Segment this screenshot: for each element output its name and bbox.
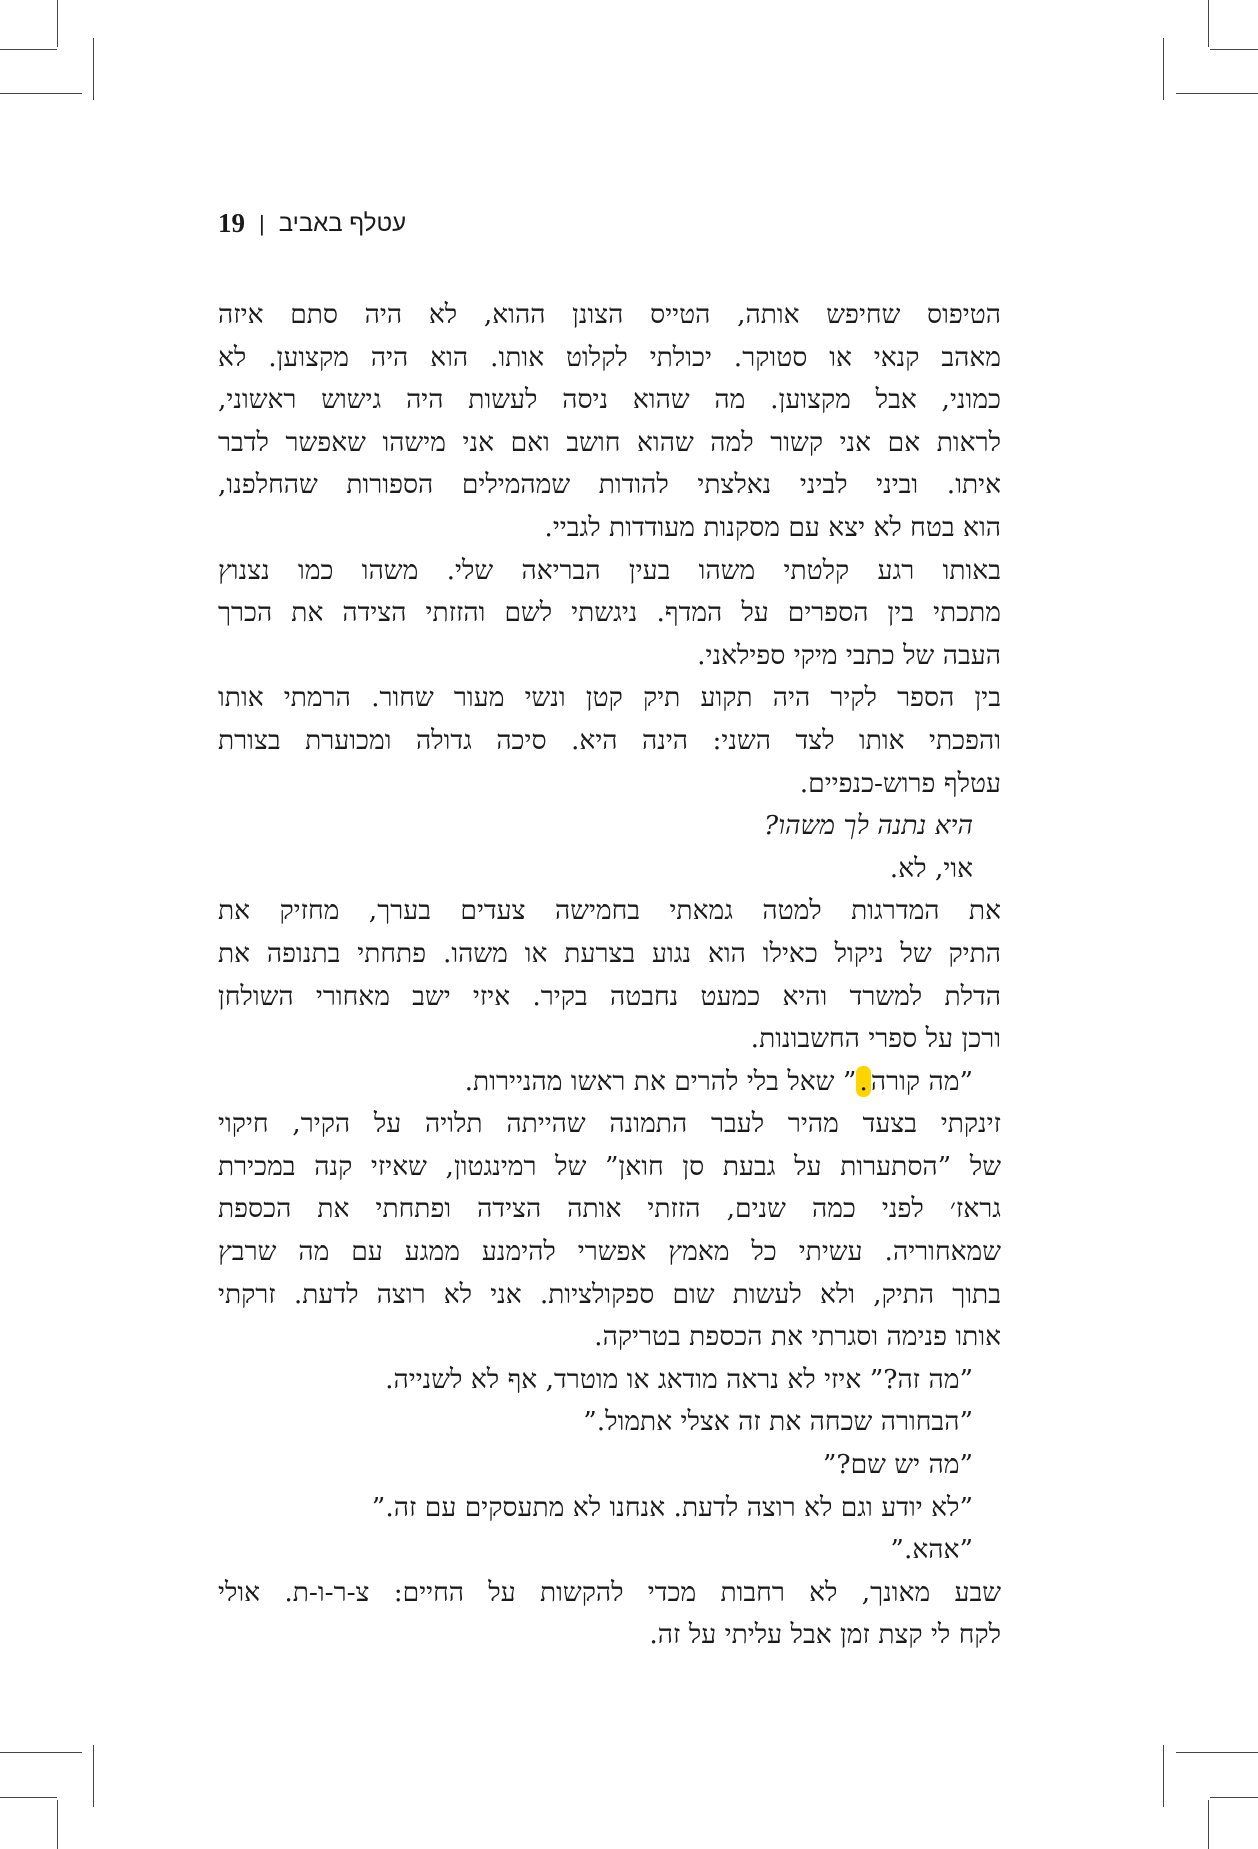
body-text (218, 294, 1001, 1657)
crop-mark-bottom-left-v2 (57, 1800, 58, 1849)
text-line: זינקתי בצעד מהיר לעבר התמונה שהייתה תלויה על הקיר, חיקוי (218, 1108, 1001, 1140)
italic-thought-line: היא נתנה לך משהו? (764, 810, 973, 842)
text-line: גראז׳ לפני כמה שנים, הזזתי אותה הצידה ופתחתי את הכספת (218, 1193, 1001, 1225)
dialog-line: ”מה יש שם?” (822, 1449, 973, 1481)
crop-mark-top-left-v (57, 0, 58, 47)
text-line: מתכתי בין הספרים על המדף. ניגשתי לשם והזזתי הצידה את הכרך (218, 597, 1001, 629)
text-line: שבע מאונך, לא רחבות מכדי להקשות על החיים: צ-ר-ו-ת. אולי (218, 1576, 1001, 1608)
text-line: הטיפוס שחיפש אותה, הטייס הצונן ההוא, לא היה סתם איזה (218, 299, 1001, 330)
text-line: מאהב קנאי או סטוקר. יכולתי לקלוט אותו. הוא היה מקצוען. לא (218, 341, 1001, 373)
crop-mark-top-left-h2 (0, 93, 82, 94)
text-line: התיק של ניקול כאילו הוא נגוע בצרעת או משהו. פתחתי בתנופה את (218, 937, 1001, 969)
text-line: ורכן על ספרי החשבונות. (750, 1023, 1001, 1055)
crop-mark-top-right-h2 (1176, 93, 1258, 94)
text-line: אותו פנימה וסגרתי את הכספת בטריקה. (594, 1321, 1001, 1353)
dialog-line-highlighted (218, 1061, 1001, 1104)
highlight-mark: . (856, 1066, 870, 1097)
dialog-line: ”אהא.” (890, 1534, 973, 1566)
text-line: לקח לי קצת זמן אבל עליתי על זה. (649, 1619, 1001, 1651)
dialog-part: ” שאל בלי להרים את ראשו מהניירות. (464, 1065, 857, 1097)
text-line: הוא בטח לא יצא עם מסקנות מעודדות לגביי. (544, 511, 1001, 543)
crop-mark-top-left-v2 (93, 38, 94, 100)
text-line: באותו רגע קלטתי משהו בעין הבריאה שלי. משהו כמו נצנוץ (218, 554, 1001, 586)
running-head (218, 208, 406, 239)
dialog-line: ”מה זה?” איזי לא נראה מודאג או מוטרד, אף לא לשנייה. (385, 1363, 973, 1395)
text-line: העבה של כתבי מיקי ספילאני. (697, 639, 1001, 671)
crop-mark-bottom-left-h (0, 1752, 82, 1753)
dialog-line: ”הבחורה שכחה את זה אצלי אתמול.” (583, 1406, 973, 1438)
crop-mark-bottom-left-h2 (0, 1797, 57, 1798)
text-line: בתוך התיק, ולא לעשות שום ספקולציות. אני לא רוצה לדעת. זרקתי (218, 1278, 1001, 1310)
crop-mark-top-right-h (1210, 49, 1258, 50)
text-line: בין הספר לקיר היה תקוע תיק קטן ונשי מעור שחור. הרמתי אותו (218, 682, 1001, 714)
text-line: הדלת למשרד והיא כמעט נחבטה בקיר. איזי ישב מאחורי השולחן (218, 980, 1001, 1012)
text-line: והפכתי אותו לצד השני: הינה היא. סיכה גדולה ומכוערת בצורת (218, 724, 1001, 756)
crop-mark-bottom-right-v2 (1208, 1800, 1209, 1849)
book-title: עטלף באביב (278, 209, 407, 237)
text-line: את המדרגות למטה גמאתי בחמישה צעדים בערך, מחזיק את (218, 895, 1001, 927)
crop-mark-top-right-v2 (1163, 38, 1164, 100)
text-line: איתו. וביני לביני נאלצתי להודות שמהמילים הספורות שהחלפנו, (218, 469, 1001, 501)
crop-mark-bottom-right-h (1176, 1752, 1258, 1753)
page-number: 19 (218, 208, 245, 238)
text-line: לראות אם אני קשור למה שהוא חושב ואם אני מישהו שאפשר לדבר (218, 426, 1001, 458)
text-line: כמוני, אבל מקצוען. מה שהוא ניסה לעשות היה גישוש ראשוני, (218, 384, 1001, 416)
crop-mark-top-right-v (1208, 0, 1209, 47)
crop-mark-bottom-right-h2 (1210, 1797, 1258, 1798)
dialog-part: ”מה קורה (870, 1065, 973, 1097)
header-separator: | (259, 210, 265, 236)
text-line: אוי, לא. (889, 852, 973, 884)
text-line: שמאחוריה. עשיתי כל מאמץ אפשרי להימנע ממגע עם מה שרבץ (218, 1236, 1001, 1268)
text-line: עטלף פרוש-כנפיים. (799, 767, 1001, 799)
crop-mark-bottom-right-v (1163, 1745, 1164, 1807)
crop-mark-bottom-left-v (93, 1745, 94, 1807)
crop-mark-top-left-h (0, 49, 57, 50)
dialog-line: ”לא יודע וגם לא רוצה לדעת. אנחנו לא מתעסקים עם זה.” (371, 1491, 973, 1523)
text-line: של ”הסתערות על גבעת סן חואן” של רמינגטון, שאיזי קנה במכירת (218, 1150, 1001, 1182)
